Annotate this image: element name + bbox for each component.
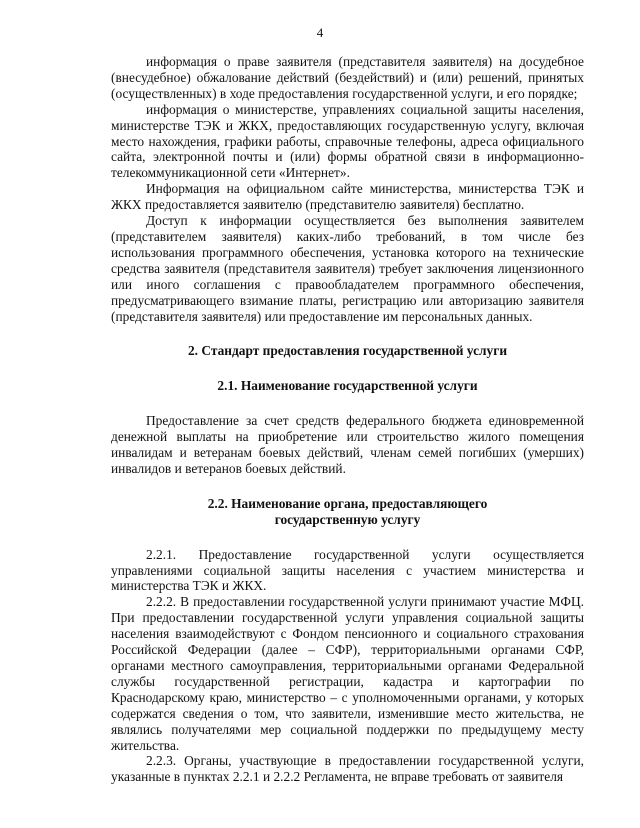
paragraph-2-2-3: 2.2.3. Органы, участвующие в предоставлении государственной услуги, указанные в пунктах 2.2.1 и 2.2.2 Регламента, не вправе требовать от заявителя — [111, 753, 584, 785]
section-2-title: 2. Стандарт предоставления государственной услуги — [187, 343, 508, 359]
page-number: 4 — [316, 25, 324, 40]
paragraph-2-2-1: 2.2.1. Предоставление государственной услуги осуществляется управлениями социальной защиты населения с участием министерства и министерства ТЭК и ЖКХ. — [111, 546, 584, 594]
section-2-2-title-line-2: государственную услугу — [274, 511, 421, 527]
paragraph-access-info: Доступ к информации осуществляется без выполнения заявителем (представителем заявителя) каких-либо требований, в том числе без использования программного обеспечения, установка которого на технические средства заявителя (представителя заявителя) требует заключения лицензионного или иного соглашения с правообладателем программного обеспечения, предусматривающего взимание платы, регистрацию или авторизацию заявителя (представителя заявителя) или предоставление им персональных данных. — [111, 213, 584, 324]
paragraph-appeal-info: информация о праве заявителя (представителя заявителя) на досудебное (внесудебное) обжалование действий (бездействий) и (или) решений, принятых (осуществленных) в ходе предоставления государственной услуги, и его порядке; — [111, 54, 584, 101]
paragraph-ministry-info: информация о министерстве, управлениях социальной защиты населения, министерстве ТЭК и ЖКХ, предоставляющих государственную услугу, включая место нахождения, графики работы, справочные телефоны, адреса официального сайта, электронной почты и (или) формы обратной связи в информационно-телекоммуникационной сети «Интернет». — [111, 101, 584, 181]
section-2-2-title-line-1: 2.2. Наименование органа, предоставляющего — [207, 495, 488, 511]
section-2-1-title: 2.1. Наименование государственной услуги — [217, 378, 478, 394]
paragraph-2-2-2: 2.2.2. В предоставлении государственной услуги принимают участие МФЦ. При предоставлении государственной услуги управления социальной защиты населения взаимодействуют с Фондом пенсионного и социального страхования Российской Федерации (далее – СФР), территориальными органами СФР, органами местного самоуправления, территориальными органами Федеральной службы государственной регистрации, кадастра и картографии по Краснодарскому краю, министерство – с уполномоченными органами, у которых содержатся сведения о том, что заявители, изменившие место жительства, не являлись получателями мер социальной поддержки по предыдущему месту жительства. — [111, 594, 584, 753]
section-2-2-title — [111, 496, 584, 528]
section-2-1-text: Предоставление за счет средств федерального бюджета единовременной денежной выплаты на приобретение или строительство жилого помещения инвалидам и ветеранам боевых действий, членам семей погибших (умерших) инвалидов и ветеранов боевых действий. — [111, 413, 584, 476]
document-body — [111, 54, 584, 785]
paragraph-free-info: Информация на официальном сайте министерства, министерства ТЭК и ЖКХ предоставляется заявителю (представителю заявителя) бесплатно. — [111, 181, 584, 213]
